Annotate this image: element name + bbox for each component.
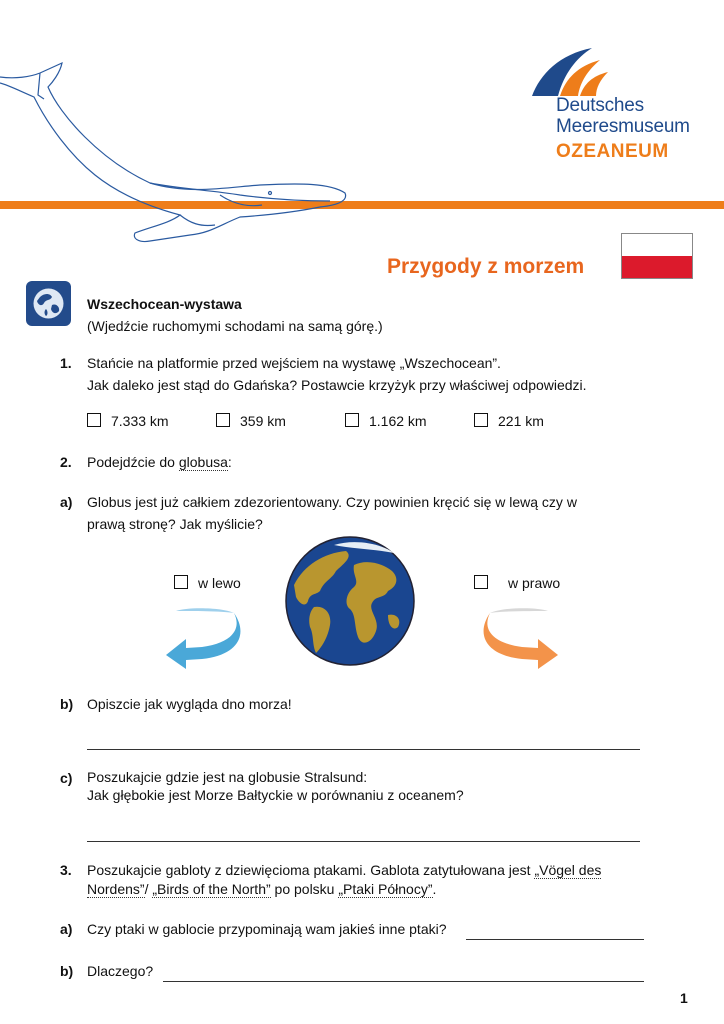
whale-illustration bbox=[0, 55, 360, 255]
logo-text-deutsches: Deutsches bbox=[556, 95, 644, 116]
checkbox[interactable] bbox=[216, 413, 230, 427]
globe-image bbox=[284, 535, 416, 667]
q1-option-1[interactable]: 7.333 km bbox=[87, 413, 169, 429]
q1-option-3[interactable]: 1.162 km bbox=[345, 413, 427, 429]
poland-flag bbox=[621, 233, 693, 279]
q2c-line1: Poszukajcie gdzie jest na globusie Stralsund: bbox=[87, 769, 368, 785]
checkbox[interactable] bbox=[345, 413, 359, 427]
q3-line2: Nordens”/ „Birds of the North” po polsku „Ptaki Północy”. bbox=[87, 881, 437, 897]
exhibit-name: Wszechocean-wystawa bbox=[87, 296, 242, 312]
q3a-text: Czy ptaki w gablocie przypominają wam jakieś inne ptaki? bbox=[87, 921, 447, 937]
q2a-line2: prawą stronę? Jak myślicie? bbox=[87, 516, 263, 532]
q2a-line1: Globus jest już całkiem zdezorientowany. Czy powinien kręcić się w lewą czy w bbox=[87, 494, 577, 510]
q2b-text: Opiszcie jak wygląda dno morza! bbox=[87, 696, 292, 712]
glossary-link-globusa[interactable]: globusa bbox=[178, 454, 228, 470]
q2c-answer-line[interactable] bbox=[87, 841, 640, 842]
q3b-answer-line[interactable] bbox=[163, 981, 644, 982]
q3-number: 3. bbox=[60, 862, 72, 878]
logo-text-ozeaneum: OZEANEUM bbox=[556, 141, 669, 162]
q2c-line2: Jak głębokie jest Morze Bałtyckie w porównaniu z oceanem? bbox=[87, 787, 464, 803]
glossary-link-ptaki[interactable]: „Ptaki Północy” bbox=[338, 881, 433, 897]
q3-line1: Poszukajcie gabloty z dziewięcioma ptakami. Gablota zatytułowana jest „Vögel des bbox=[87, 862, 602, 878]
q2b-answer-line[interactable] bbox=[87, 749, 640, 750]
exhibit-note: (Wjedźcie ruchomymi schodami na samą górę.) bbox=[87, 318, 383, 334]
q2b-label: b) bbox=[60, 696, 74, 712]
q1-number: 1. bbox=[60, 355, 72, 371]
q3b-label: b) bbox=[60, 963, 74, 979]
glossary-link-nordens[interactable]: Nordens” bbox=[87, 881, 145, 897]
q2-number: 2. bbox=[60, 454, 72, 470]
rotate-right-arrow-icon bbox=[482, 603, 562, 673]
globe-icon bbox=[26, 281, 71, 326]
q1-option-2[interactable]: 359 km bbox=[216, 413, 286, 429]
q1-line2: Jak daleko jest stąd do Gdańska? Postawcie krzyżyk przy właściwej odpowiedzi. bbox=[87, 377, 587, 393]
page-number: 1 bbox=[680, 990, 688, 1006]
museum-logo-mark bbox=[530, 44, 610, 98]
q3a-answer-line[interactable] bbox=[466, 939, 644, 940]
checkbox[interactable] bbox=[474, 575, 488, 589]
q3a-label: a) bbox=[60, 921, 73, 937]
q2c-label: c) bbox=[60, 770, 73, 786]
checkbox[interactable] bbox=[87, 413, 101, 427]
logo-text-meeresmuseum: Meeresmuseum bbox=[556, 116, 690, 137]
option-left[interactable]: w lewo bbox=[174, 575, 241, 591]
rotate-left-arrow-icon bbox=[162, 603, 242, 673]
glossary-link-voegel[interactable]: „Vögel des bbox=[534, 862, 602, 878]
q3b-text: Dlaczego? bbox=[87, 963, 154, 979]
q2a-label: a) bbox=[60, 494, 73, 510]
checkbox[interactable] bbox=[174, 575, 188, 589]
page-title: Przygody z morzem bbox=[387, 255, 585, 278]
q1-option-4[interactable]: 221 km bbox=[474, 413, 544, 429]
checkbox[interactable] bbox=[474, 413, 488, 427]
q2-text: Podejdźcie do globusa: bbox=[87, 454, 232, 470]
option-right[interactable]: w prawo bbox=[474, 575, 560, 591]
glossary-link-birds-north[interactable]: „Birds of the North” bbox=[152, 881, 271, 897]
q1-line1: Stańcie na platformie przed wejściem na wystawę „Wszechocean”. bbox=[87, 355, 501, 371]
